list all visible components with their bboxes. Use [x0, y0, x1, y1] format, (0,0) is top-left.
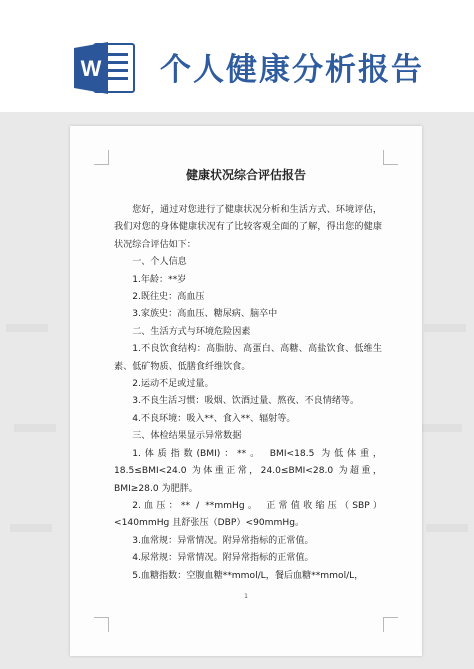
list-item: 2.运动不足或过量。	[132, 379, 214, 390]
banner	[0, 0, 474, 112]
document-title: 健康状况综合评估报告	[185, 168, 306, 182]
crop-mark	[383, 617, 398, 632]
section-heading: 三、体检结果显示异常数据	[132, 431, 242, 442]
list-item: 1.体质指数(BMI)：**。 BMI<18.5 为低体重，18.5≤BMI<24.0 为体重正常，24.0≤BMI<28.0 为超重，BMI≥28.0 为肥胖。	[114, 448, 382, 494]
list-item: 4.不良环境：吸入**、食入**、辐射等。	[132, 413, 296, 424]
list-item: 3.家族史：高血压、糖尿病、脑卒中	[132, 309, 278, 320]
list-item: 2.既往史：高血压	[132, 292, 205, 303]
crop-mark	[383, 150, 398, 165]
microsoft-word-icon	[74, 40, 136, 96]
crop-mark	[94, 617, 109, 632]
list-item: 3.血常规：异常情况。附异常指标的正常值。	[132, 535, 314, 546]
intro-paragraph: 您好，通过对您进行了健康状况分析和生活方式、环境评估，我们对您的身体健康状况有了比较客观全面的了解，得出您的健康状况综合评估如下：	[114, 205, 382, 250]
list-item: 5.血糖指数：空腹血糖**mmol/L，餐后血糖**mmol/L，	[132, 570, 364, 581]
section-heading: 一、个人信息	[132, 257, 187, 268]
list-item: 3.不良生活习惯：吸烟、饮酒过量、熬夜、不良情绪等。	[132, 396, 360, 407]
word-icon-letter: W	[80, 56, 102, 81]
crop-mark	[94, 150, 109, 165]
list-item: 1.年龄：**岁	[132, 274, 187, 285]
section-heading: 二、生活方式与环境危险因素	[132, 326, 251, 337]
page-number: 1	[244, 593, 248, 600]
document-page	[70, 126, 422, 656]
list-item: 2.血压：** / **mmHg。 正常值收缩压（SBP）<140mmHg 且舒张压（DBP）<90mmHg。	[114, 500, 382, 529]
list-item: 4.尿常规：异常情况。附异常指标的正常值。	[132, 553, 314, 564]
document-body	[114, 202, 382, 585]
list-item: 1.不良饮食结构：高脂肪、高蛋白、高糖、高盐饮食、低维生素、低矿物质、低膳食纤维饮食。	[114, 344, 382, 372]
banner-title: 个人健康分析报告	[160, 52, 424, 88]
